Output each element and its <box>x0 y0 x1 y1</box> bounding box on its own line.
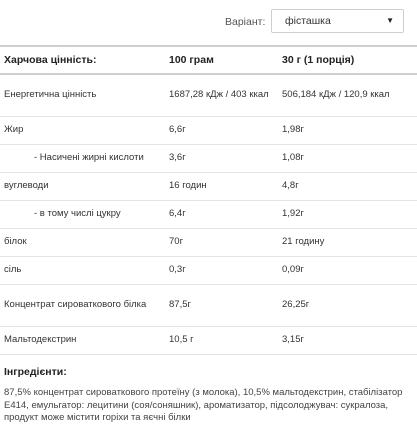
ingredients-section <box>4 366 409 425</box>
table-row <box>0 172 417 200</box>
row-name: білок <box>0 228 165 256</box>
row-name: Жир <box>0 116 165 144</box>
row-per100: 0,3г <box>165 256 278 284</box>
table-row <box>0 200 417 228</box>
row-per30: 3,15г <box>278 326 417 354</box>
table-row <box>0 326 417 354</box>
nutrition-table <box>0 45 417 355</box>
header-name: Харчова цінність: <box>0 46 165 74</box>
row-per30: 0,09г <box>278 256 417 284</box>
row-per100: 1687,28 кДж / 403 ккал <box>165 74 278 116</box>
table-row <box>0 228 417 256</box>
row-per100: 3,6г <box>165 144 278 172</box>
ingredients-text: 87,5% концентрат сироваткового протеїну (з молока), 10,5% мальтодекстрин, стабілізатор Е414, емульгатор: лецитини (соя/соняшник), ароматизатор, підсолоджувач: сукралоза, продукт може містити горіхи та яєчні білки <box>4 387 403 423</box>
header-per100: 100 грам <box>165 46 278 74</box>
variant-label: Варіант: <box>225 16 266 28</box>
row-per30: 1,92г <box>278 200 417 228</box>
table-row <box>0 144 417 172</box>
row-per30: 21 годину <box>278 228 417 256</box>
table-row <box>0 74 417 116</box>
header-per30: 30 г (1 порція) <box>278 46 417 74</box>
row-per30: 1,98г <box>278 116 417 144</box>
row-per100: 6,6г <box>165 116 278 144</box>
row-name: Концентрат сироваткового білка <box>0 284 165 326</box>
row-per100: 70г <box>165 228 278 256</box>
variant-row <box>0 9 417 35</box>
chevron-down-icon: ▼ <box>386 16 394 25</box>
table-row <box>0 116 417 144</box>
row-per30: 506,184 кДж / 120,9 ккал <box>278 74 417 116</box>
table-row <box>0 256 417 284</box>
row-name: Мальтодекстрин <box>0 326 165 354</box>
row-per30: 1,08г <box>278 144 417 172</box>
row-name: - Насичені жирні кислоти <box>0 144 165 172</box>
ingredients-title: Інгредієнти: <box>4 366 67 378</box>
row-per30: 26,25г <box>278 284 417 326</box>
row-name: Енергетична цінність <box>0 74 165 116</box>
row-name: - в тому числі цукру <box>0 200 165 228</box>
variant-select-value: фісташка <box>285 15 331 27</box>
row-per100: 6,4г <box>165 200 278 228</box>
row-per100: 16 годин <box>165 172 278 200</box>
row-name: вуглеводи <box>0 172 165 200</box>
row-per100: 87,5г <box>165 284 278 326</box>
row-per30: 4,8г <box>278 172 417 200</box>
row-name: сіль <box>0 256 165 284</box>
variant-select[interactable] <box>271 9 404 33</box>
row-per100: 10,5 г <box>165 326 278 354</box>
nutrition-table-header <box>0 46 417 74</box>
table-row <box>0 284 417 326</box>
